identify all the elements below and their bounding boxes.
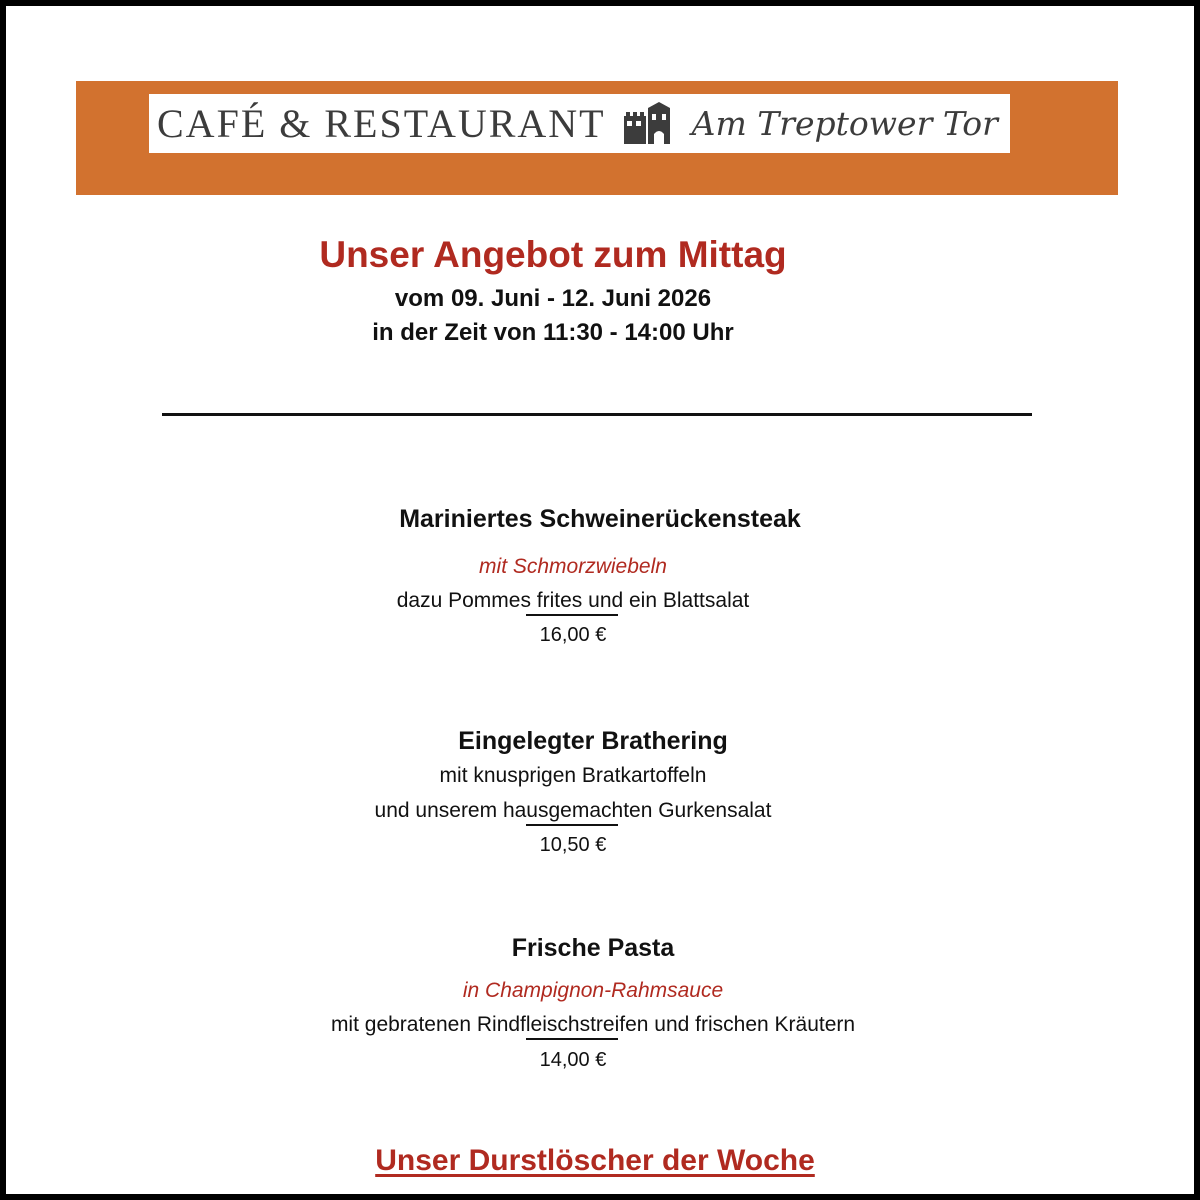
brand-name: CAFÉ & RESTAURANT: [157, 101, 606, 146]
menu-page: [6, 6, 1194, 1194]
dish-1-line-1: dazu Pommes frites und ein Blattsalat: [396, 589, 750, 612]
offer-dates: vom 09. Juni - 12. Juni 2026: [394, 285, 712, 312]
dish-1-name: Mariniertes Schweinerückensteak: [399, 505, 801, 533]
offer-title: Unser Angebot zum Mittag: [319, 234, 787, 275]
drink-of-week-heading: Unser Durstlöscher der Woche: [375, 1144, 815, 1177]
dish-3-name: Frische Pasta: [511, 934, 675, 962]
dish-1-price: 16,00 €: [539, 624, 607, 646]
divider: [162, 413, 1032, 416]
offer-hours: in der Zeit von 11:30 - 14:00 Uhr: [372, 319, 734, 346]
dish-2-separator: [526, 824, 618, 826]
dish-3-line-1: mit gebratenen Rindfleischstreifen und frischen Kräutern: [330, 1013, 856, 1036]
logo: [149, 94, 1010, 153]
brand-location: Am Treptower Tor: [691, 104, 998, 143]
dish-1-separator: [526, 614, 618, 616]
dish-3-separator: [526, 1038, 618, 1040]
dish-3-highlight: in Champignon-Rahmsauce: [462, 979, 724, 1002]
dish-1-highlight: mit Schmorzwiebeln: [479, 555, 667, 578]
header-banner: [76, 81, 1118, 195]
dish-2-price: 10,50 €: [539, 834, 607, 856]
dish-2-line-2: und unserem hausgemachten Gurkensalat: [374, 799, 772, 822]
dish-2-line-1: mit knusprigen Bratkartoffeln: [439, 764, 707, 787]
dish-3-price: 14,00 €: [539, 1049, 607, 1071]
dish-2-name: Eingelegter Brathering: [458, 727, 728, 755]
city-gate-icon: [624, 102, 672, 146]
